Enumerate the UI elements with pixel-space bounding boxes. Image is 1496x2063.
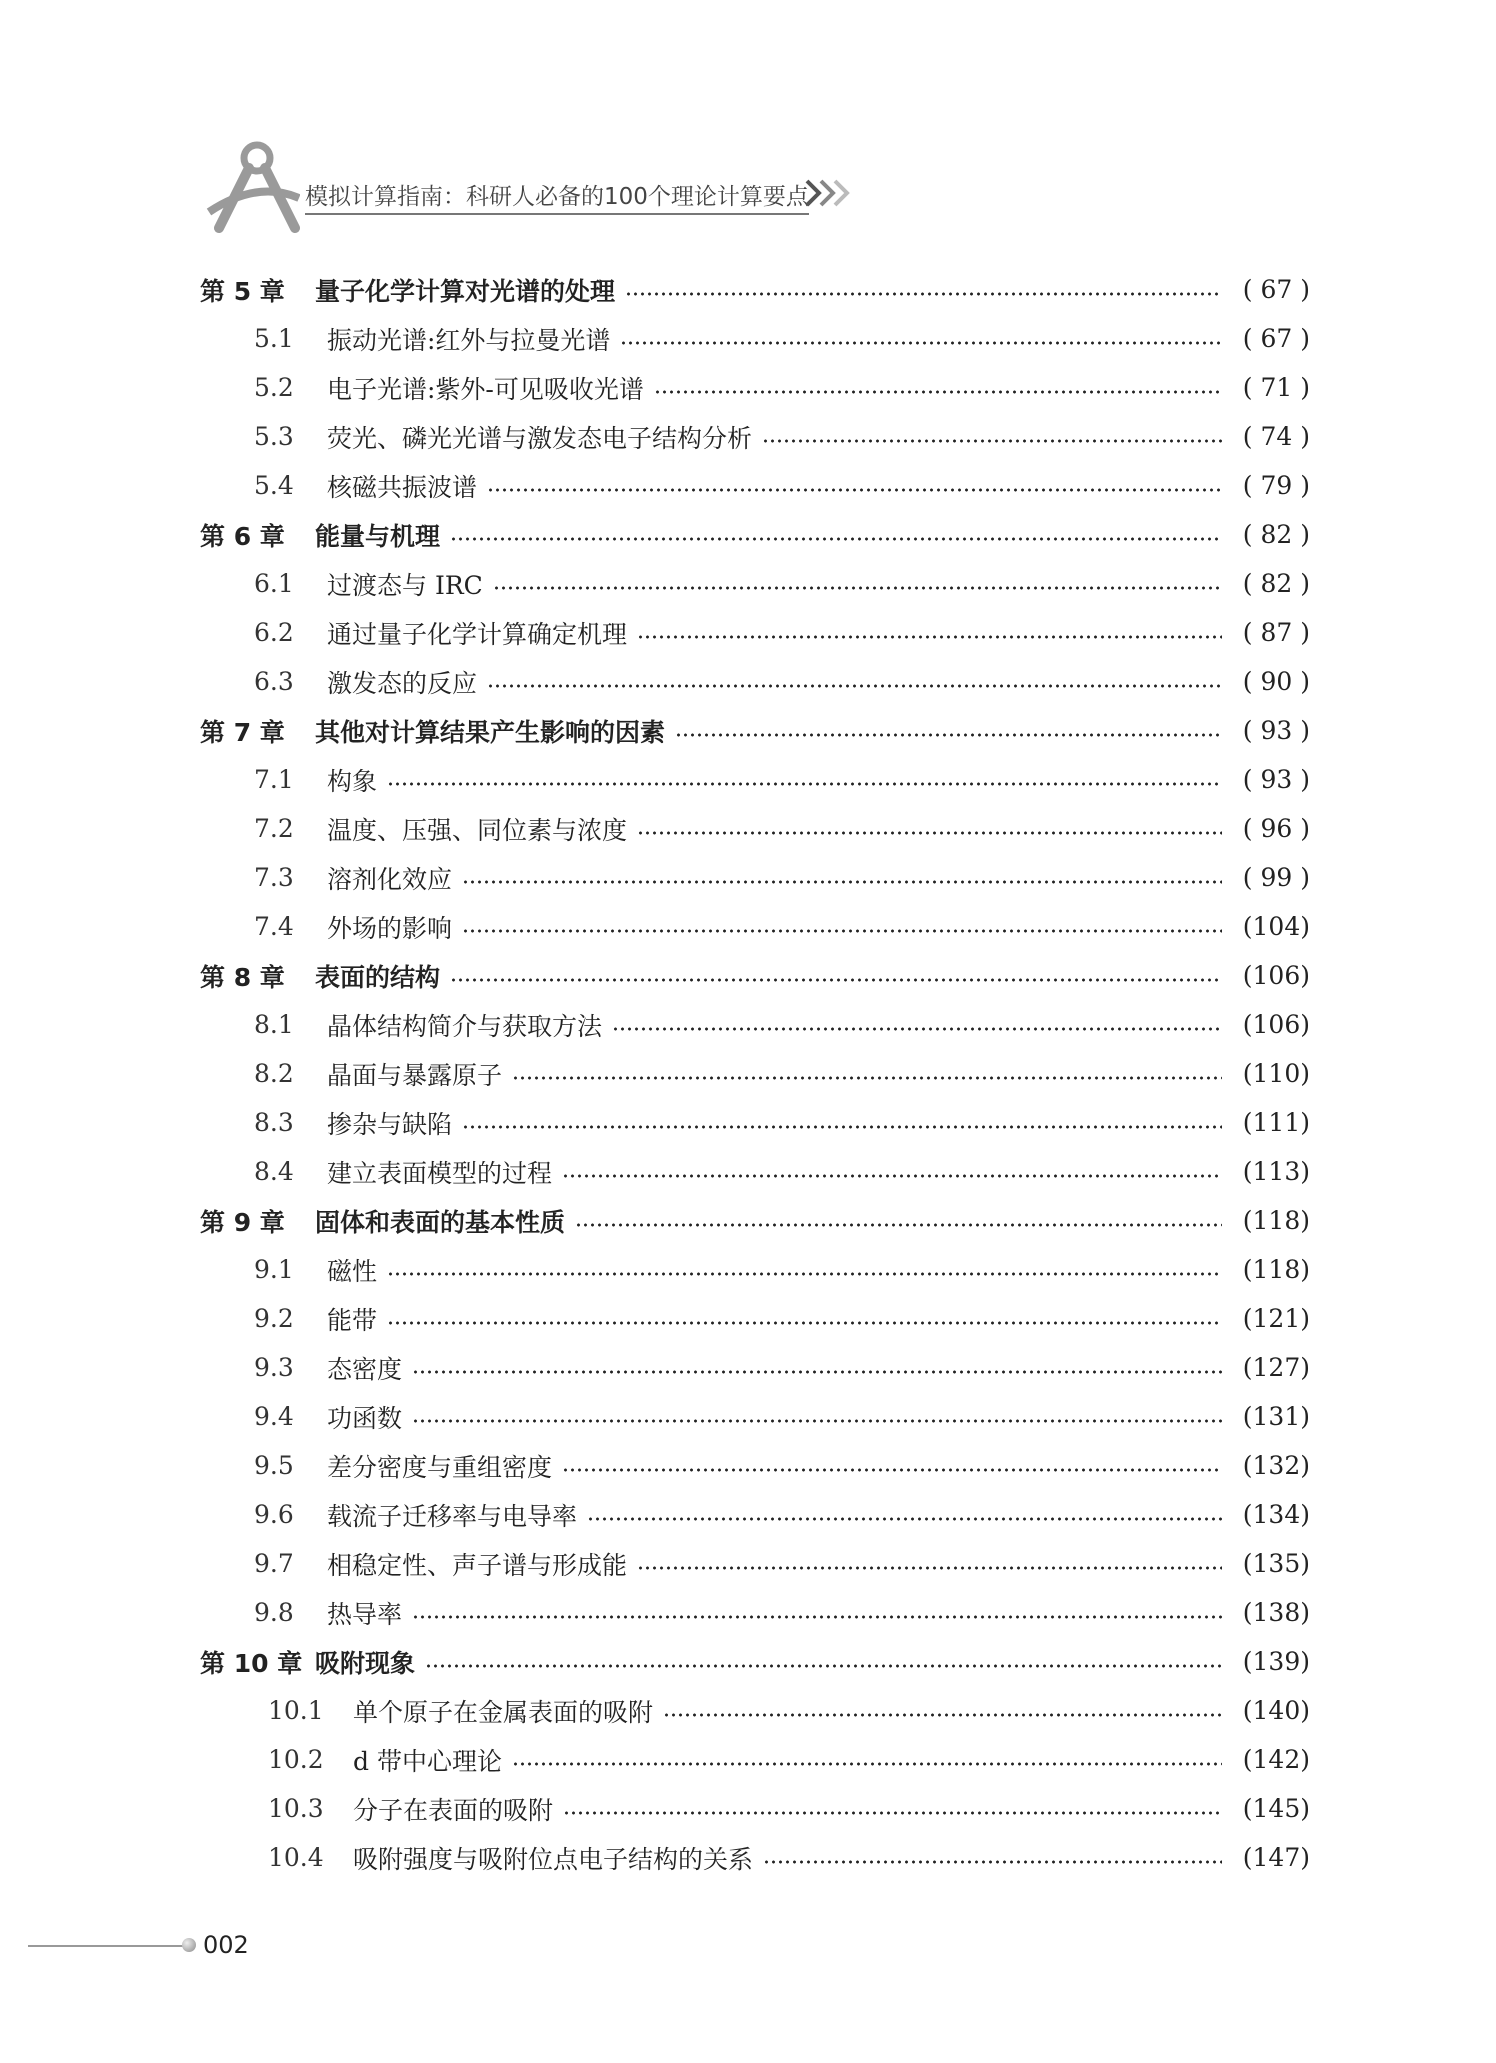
toc-entry-number: 8.1 <box>254 1010 294 1039</box>
toc-entry-title: 温度、压强、同位素与浓度 <box>327 815 628 845</box>
toc-entry-number: 5.1 <box>254 324 294 353</box>
toc-entry-number: 9.2 <box>254 1304 294 1333</box>
toc-entry-title: 通过量子化学计算确定机理 <box>327 619 628 649</box>
toc-section-entry <box>200 755 1310 804</box>
toc-entry-title: 荧光、磷光光谱与激发态电子结构分析 <box>327 423 753 453</box>
toc-entry-page: (118) <box>1242 1206 1310 1235</box>
page-footer <box>28 1930 258 1960</box>
toc-entry-number: 10.2 <box>268 1745 324 1774</box>
toc-entry-number: 8.2 <box>254 1059 294 1088</box>
toc-entry-page: ( 74 ) <box>1242 422 1310 451</box>
dot-leader <box>487 488 1222 492</box>
dot-leader <box>620 341 1222 345</box>
toc-entry-number: 10.4 <box>268 1843 324 1872</box>
toc-entry-page: (135) <box>1242 1549 1310 1578</box>
toc-entry-page: (111) <box>1242 1108 1310 1137</box>
toc-section-entry <box>200 1000 1310 1049</box>
toc-chapter-entry <box>200 951 1310 1000</box>
book-title: 模拟计算指南：科研人必备的100个理论计算要点 <box>305 178 809 215</box>
toc-section-entry <box>200 1245 1310 1294</box>
table-of-contents <box>200 265 1310 1882</box>
toc-entry-title: 振动光谱:红外与拉曼光谱 <box>327 325 611 355</box>
toc-entry-number: 8.4 <box>254 1157 294 1186</box>
toc-entry-number: 7.2 <box>254 814 294 843</box>
toc-entry-title: 单个原子在金属表面的吸附 <box>353 1697 654 1727</box>
toc-entry-number: 第 7 章 <box>200 717 285 747</box>
toc-section-entry <box>200 1539 1310 1588</box>
toc-section-entry <box>200 804 1310 853</box>
toc-section-entry <box>200 1784 1310 1833</box>
toc-entry-page: ( 82 ) <box>1242 520 1310 549</box>
toc-section-entry <box>200 853 1310 902</box>
toc-entry-page: (134) <box>1242 1500 1310 1529</box>
dot-leader <box>563 1811 1222 1815</box>
toc-entry-title: 其他对计算结果产生影响的因素 <box>315 717 666 747</box>
compass-icon <box>205 140 300 240</box>
toc-entry-number: 9.3 <box>254 1353 294 1382</box>
running-header <box>205 140 885 240</box>
dot-leader <box>462 880 1222 884</box>
dot-leader <box>387 782 1222 786</box>
toc-entry-page: (140) <box>1242 1696 1310 1725</box>
toc-entry-title: 相稳定性、声子谱与形成能 <box>327 1550 628 1580</box>
toc-entry-title: 载流子迁移率与电导率 <box>327 1501 578 1531</box>
toc-entry-number: 6.2 <box>254 618 294 647</box>
toc-entry-title: 过渡态与 IRC <box>327 570 483 600</box>
dot-leader <box>562 1174 1222 1178</box>
toc-section-entry <box>200 1098 1310 1147</box>
toc-entry-page: (131) <box>1242 1402 1310 1431</box>
toc-section-entry <box>200 461 1310 510</box>
toc-section-entry <box>200 608 1310 657</box>
toc-section-entry <box>200 1441 1310 1490</box>
toc-section-entry <box>200 1049 1310 1098</box>
dot-leader <box>412 1370 1222 1374</box>
toc-entry-page: ( 99 ) <box>1242 863 1310 892</box>
toc-entry-page: (106) <box>1242 961 1310 990</box>
toc-entry-page: (121) <box>1242 1304 1310 1333</box>
toc-entry-page: (132) <box>1242 1451 1310 1480</box>
toc-section-entry <box>200 902 1310 951</box>
toc-entry-page: ( 87 ) <box>1242 618 1310 647</box>
toc-entry-title: 掺杂与缺陷 <box>327 1109 453 1139</box>
toc-entry-page: (139) <box>1242 1647 1310 1676</box>
dot-leader <box>675 733 1222 737</box>
toc-entry-number: 第 9 章 <box>200 1207 285 1237</box>
toc-section-entry <box>200 1294 1310 1343</box>
toc-entry-number: 10.1 <box>268 1696 324 1725</box>
toc-section-entry <box>200 314 1310 363</box>
toc-entry-number: 9.8 <box>254 1598 294 1627</box>
dot-leader <box>512 1762 1222 1766</box>
dot-leader <box>462 1125 1222 1129</box>
toc-chapter-entry <box>200 1196 1310 1245</box>
toc-entry-title: 建立表面模型的过程 <box>327 1158 553 1188</box>
toc-section-entry <box>200 1392 1310 1441</box>
toc-entry-number: 7.4 <box>254 912 294 941</box>
dot-leader <box>637 635 1222 639</box>
toc-entry-page: ( 71 ) <box>1242 373 1310 402</box>
dot-leader <box>637 831 1222 835</box>
toc-entry-page: ( 93 ) <box>1242 765 1310 794</box>
toc-entry-page: ( 96 ) <box>1242 814 1310 843</box>
toc-entry-number: 7.3 <box>254 863 294 892</box>
toc-entry-title: d 带中心理论 <box>353 1746 502 1776</box>
toc-entry-page: (145) <box>1242 1794 1310 1823</box>
toc-section-entry <box>200 1343 1310 1392</box>
toc-entry-number: 8.3 <box>254 1108 294 1137</box>
toc-chapter-entry <box>200 510 1310 559</box>
toc-section-entry <box>200 1147 1310 1196</box>
dot-leader <box>625 292 1222 296</box>
toc-entry-title: 热导率 <box>327 1599 403 1629</box>
dot-leader <box>762 439 1222 443</box>
dot-leader <box>612 1027 1222 1031</box>
toc-section-entry <box>200 1490 1310 1539</box>
toc-entry-page: ( 90 ) <box>1242 667 1310 696</box>
toc-entry-number: 5.4 <box>254 471 294 500</box>
toc-entry-number: 第 8 章 <box>200 962 285 992</box>
toc-entry-page: (127) <box>1242 1353 1310 1382</box>
toc-entry-number: 9.4 <box>254 1402 294 1431</box>
toc-section-entry <box>200 1735 1310 1784</box>
toc-entry-number: 6.3 <box>254 667 294 696</box>
toc-section-entry <box>200 412 1310 461</box>
dot-leader <box>412 1419 1222 1423</box>
dot-leader <box>387 1321 1222 1325</box>
toc-entry-page: (118) <box>1242 1255 1310 1284</box>
toc-entry-title: 固体和表面的基本性质 <box>315 1207 566 1237</box>
toc-entry-title: 吸附强度与吸附位点电子结构的关系 <box>353 1844 754 1874</box>
toc-entry-title: 电子光谱:紫外-可见吸收光谱 <box>327 374 644 404</box>
footer-rule <box>28 1945 186 1947</box>
dot-leader <box>587 1517 1222 1521</box>
toc-entry-title: 外场的影响 <box>327 913 453 943</box>
toc-entry-number: 9.7 <box>254 1549 294 1578</box>
toc-section-entry <box>200 363 1310 412</box>
toc-entry-page: ( 79 ) <box>1242 471 1310 500</box>
toc-entry-title: 分子在表面的吸附 <box>353 1795 554 1825</box>
dot-leader <box>387 1272 1222 1276</box>
toc-entry-number: 9.6 <box>254 1500 294 1529</box>
toc-entry-page: ( 67 ) <box>1242 324 1310 353</box>
toc-entry-title: 激发态的反应 <box>327 668 478 698</box>
toc-entry-title: 表面的结构 <box>315 962 441 992</box>
toc-section-entry <box>200 657 1310 706</box>
toc-section-entry <box>200 1833 1310 1882</box>
toc-entry-page: ( 93 ) <box>1242 716 1310 745</box>
chevron-right-double-icon <box>803 176 853 210</box>
toc-entry-number: 第 5 章 <box>200 276 285 306</box>
toc-entry-title: 磁性 <box>327 1256 378 1286</box>
toc-entry-page: ( 82 ) <box>1242 569 1310 598</box>
dot-leader <box>450 978 1222 982</box>
toc-entry-number: 第 6 章 <box>200 521 285 551</box>
toc-chapter-entry <box>200 1637 1310 1686</box>
toc-entry-number: 6.1 <box>254 569 294 598</box>
footer-dot-icon <box>182 1938 196 1952</box>
toc-entry-title: 能带 <box>327 1305 378 1335</box>
toc-entry-number: 第 10 章 <box>200 1648 303 1678</box>
toc-chapter-entry <box>200 265 1310 314</box>
toc-entry-title: 吸附现象 <box>315 1648 416 1678</box>
toc-entry-number: 9.1 <box>254 1255 294 1284</box>
toc-entry-page: (106) <box>1242 1010 1310 1039</box>
toc-entry-title: 差分密度与重组密度 <box>327 1452 553 1482</box>
toc-section-entry <box>200 1686 1310 1735</box>
dot-leader <box>450 537 1222 541</box>
toc-entry-title: 核磁共振波谱 <box>327 472 478 502</box>
dot-leader <box>575 1223 1222 1227</box>
toc-entry-page: (113) <box>1242 1157 1310 1186</box>
dot-leader <box>763 1860 1222 1864</box>
toc-entry-title: 态密度 <box>327 1354 403 1384</box>
toc-entry-number: 9.5 <box>254 1451 294 1480</box>
toc-entry-title: 溶剂化效应 <box>327 864 453 894</box>
toc-entry-number: 10.3 <box>268 1794 324 1823</box>
dot-leader <box>425 1664 1222 1668</box>
toc-entry-title: 构象 <box>327 766 378 796</box>
dot-leader <box>493 586 1222 590</box>
dot-leader <box>512 1076 1222 1080</box>
toc-entry-page: (142) <box>1242 1745 1310 1774</box>
toc-section-entry <box>200 559 1310 608</box>
toc-entry-title: 晶面与暴露原子 <box>327 1060 503 1090</box>
toc-chapter-entry <box>200 706 1310 755</box>
toc-entry-title: 量子化学计算对光谱的处理 <box>315 276 616 306</box>
dot-leader <box>654 390 1222 394</box>
toc-entry-page: (110) <box>1242 1059 1310 1088</box>
toc-entry-title: 晶体结构简介与获取方法 <box>327 1011 603 1041</box>
toc-entry-page: ( 67 ) <box>1242 275 1310 304</box>
dot-leader <box>562 1468 1222 1472</box>
dot-leader <box>412 1615 1222 1619</box>
toc-entry-title: 能量与机理 <box>315 521 441 551</box>
toc-entry-title: 功函数 <box>327 1403 403 1433</box>
toc-entry-page: (138) <box>1242 1598 1310 1627</box>
toc-entry-number: 5.2 <box>254 373 294 402</box>
dot-leader <box>462 929 1222 933</box>
toc-entry-page: (147) <box>1242 1843 1310 1872</box>
toc-entry-page: (104) <box>1242 912 1310 941</box>
toc-entry-number: 7.1 <box>254 765 294 794</box>
dot-leader <box>637 1566 1222 1570</box>
dot-leader <box>487 684 1222 688</box>
toc-section-entry <box>200 1588 1310 1637</box>
toc-entry-number: 5.3 <box>254 422 294 451</box>
dot-leader <box>663 1713 1222 1717</box>
page-number: 002 <box>203 1931 249 1959</box>
